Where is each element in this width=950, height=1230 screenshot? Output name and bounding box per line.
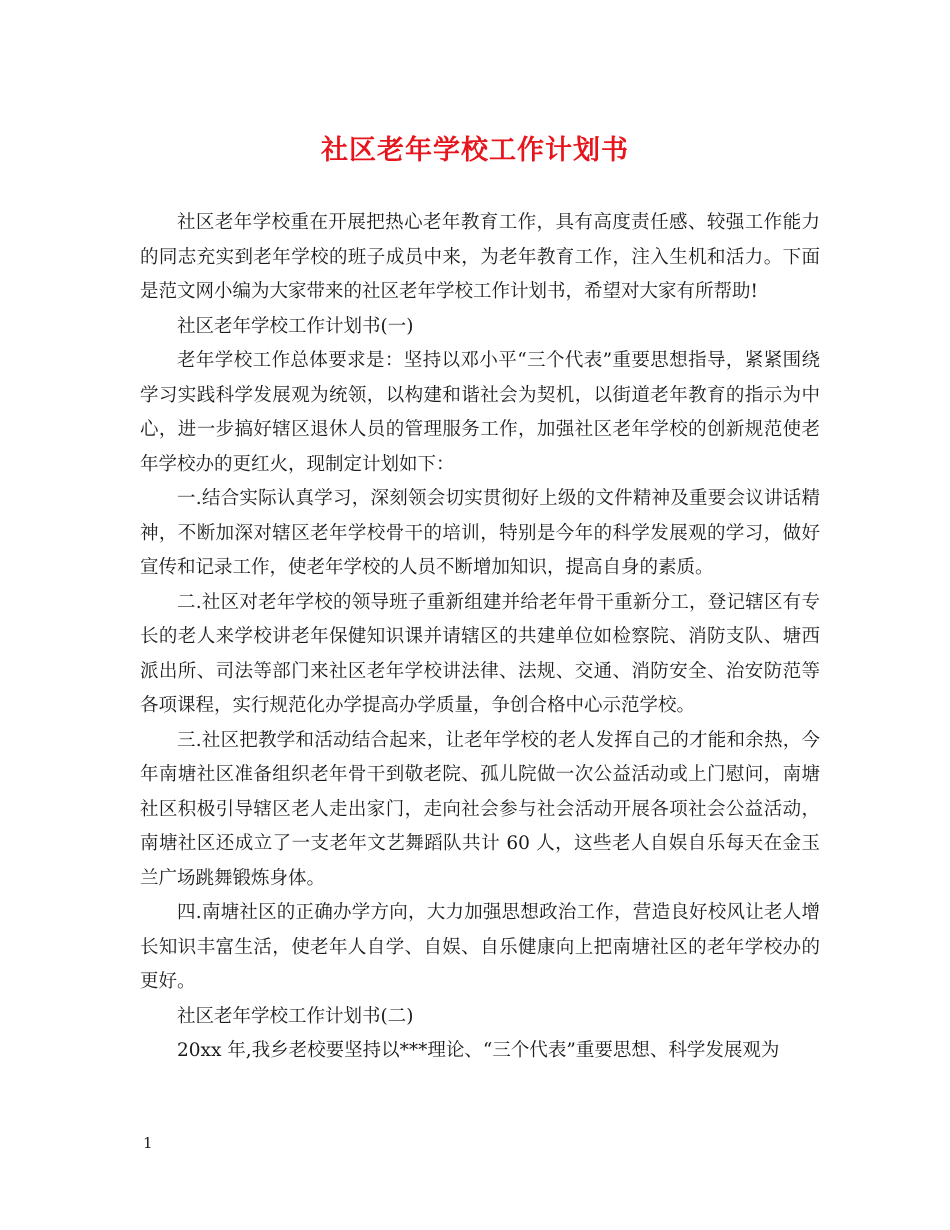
plan-two-opening-paragraph: 20xx 年,我乡老校要坚持以***理论、“三个代表”重要思想、科学发展观为 xyxy=(177,1040,780,1061)
document-body xyxy=(140,206,820,1069)
document-title: 社区老年学校工作计划书 xyxy=(321,135,629,166)
section-heading-plan-two: 社区老年学校工作计划书(二) xyxy=(177,1005,414,1027)
page-number: 1 xyxy=(143,1134,153,1152)
overall-requirements-paragraph: 老年学校工作总体要求是：坚持以邓小平“三个代表”重要思想指导，紧紧围绕学习实践科学发展观为统领，以构建和谐社会为契机，以街道老年教育的指示为中心，进一步搞好辖区退休人员的管理服务工作，加强社区老年学校的创新规范使老年学校办的更红火，现制定计划如下： xyxy=(140,350,820,475)
item-one-paragraph: 一.结合实际认真学习，深刻领会切实贯彻好上级的文件精神及重要会议讲话精神，不断加深对辖区老年学校骨干的培训，特别是今年的科学发展观的学习，做好宣传和记录工作，使老年学校的人员不断增加知识，提高自身的素质。 xyxy=(140,488,820,578)
item-three-paragraph: 三.社区把教学和活动结合起来，让老年学校的老人发挥自己的才能和余热，今年南塘社区准备组织老年骨干到敬老院、孤儿院做一次公益活动或上门慰问，南塘社区积极引导辖区老人走出家门，走向社会参与社会活动开展各项社会公益活动，南塘社区还成立了一支老年文艺舞蹈队共计 60 人，这些老人自娱自乐每天在金玉兰广场跳舞锻炼身体。 xyxy=(140,729,820,889)
item-four-paragraph: 四.南塘社区的正确办学方向，大力加强思想政治工作，营造良好校风让老人增长知识丰富生活，使老年人自学、自娱、自乐健康向上把南塘社区的老年学校办的更好。 xyxy=(140,902,820,992)
section-heading-plan-one: 社区老年学校工作计划书(一) xyxy=(177,315,414,337)
intro-paragraph: 社区老年学校重在开展把热心老年教育工作，具有高度责任感、较强工作能力的同志充实到老年学校的班子成员中来，为老年教育工作，注入生机和活力。下面是范文网小编为大家带来的社区老年学校工作计划书，希望对大家有所帮助! xyxy=(140,212,820,302)
item-two-paragraph: 二.社区对老年学校的领导班子重新组建并给老年骨干重新分工，登记辖区有专长的老人来学校讲老年保健知识课并请辖区的共建单位如检察院、消防支队、塘西派出所、司法等部门来社区老年学校讲法律、法规、交通、消防安全、治安防范等各项课程，实行规范化办学提高办学质量，争创合格中心示范学校。 xyxy=(140,591,820,716)
